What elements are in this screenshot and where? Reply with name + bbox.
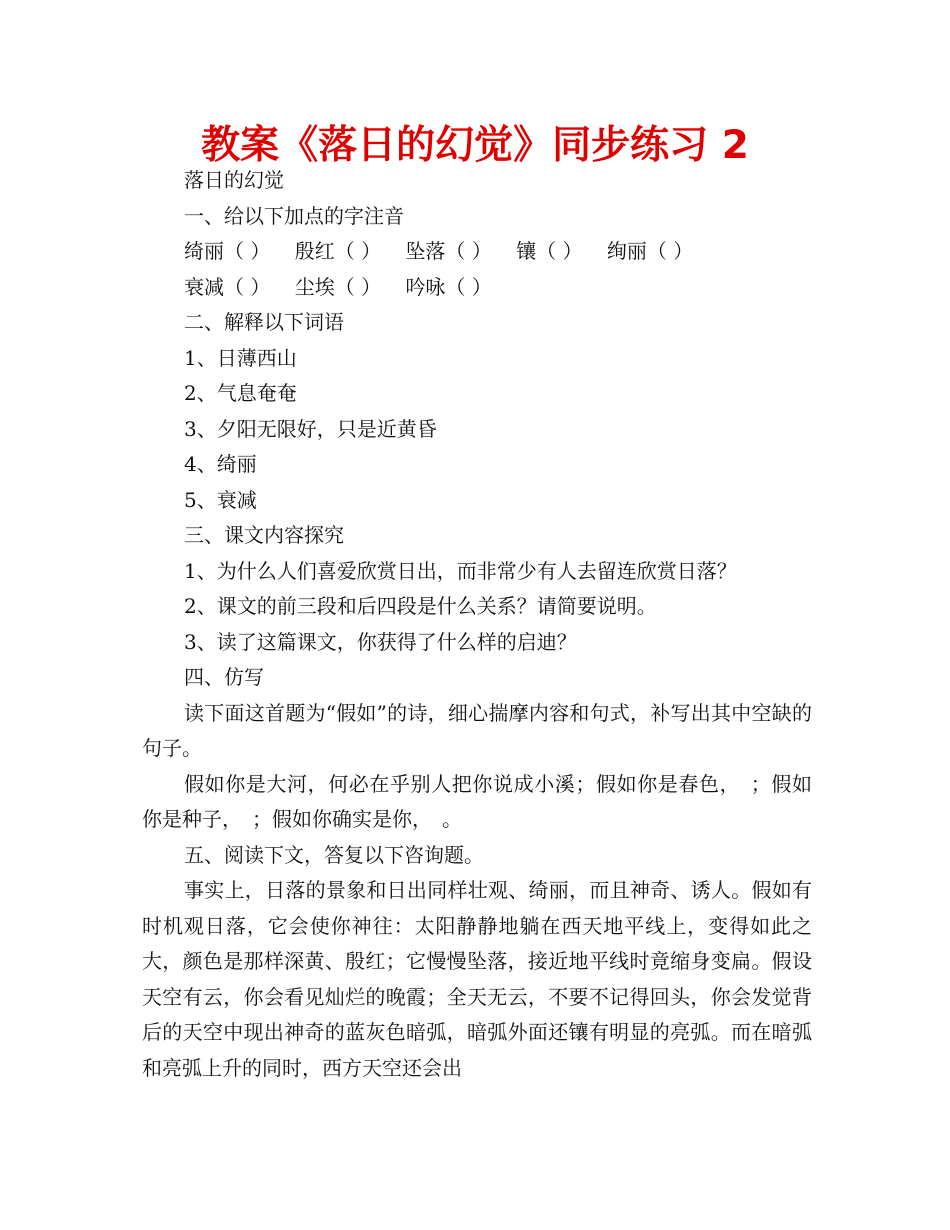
reading-passage: 事实上，日落的景象和日出同样壮观、绮丽，而且神奇、诱人。假如有时机观日落，它会使你神往：太阳静静地躺在西天地平线上，变得如此之大，颜色是那样深黄、殷红；它慢慢坠落，接近地平线时竟缩身变扁。假设天空有云，你会看见灿烂的晚霞；全天无云，不要不记得回头，你会发觉背后的天空中现出神奇的蓝灰色暗弧，暗弧外面还镶有明显的亮弧。而在暗弧和亮弧上升的同时，西方天空还会出 [142, 878, 812, 1080]
section4-heading: 四、仿写 [184, 665, 264, 689]
pinyin-item: 吟咏（ ） [405, 274, 492, 299]
section3-heading: 三、课文内容探究 [184, 523, 344, 547]
pinyin-item: 尘埃（ ） [294, 274, 382, 299]
document-title: 教案《落日的幻觉》同步练习 2 [201, 123, 749, 168]
question-item: 1、为什么人们喜爱欣赏日出，而非常少有人去留连欣赏日落？ [184, 558, 737, 583]
vocab-item: 2、气息奄奄 [184, 381, 297, 405]
question-item: 3、读了这篇课文，你获得了什么样的启迪？ [184, 629, 577, 654]
section2-heading: 二、解释以下词语 [184, 310, 344, 334]
section5-heading: 五、阅读下文，答复以下咨询题。 [184, 842, 484, 867]
question-item: 2、课文的前三段和后四段是什么关系？请简要说明。 [184, 594, 657, 618]
lesson-name: 落日的幻觉 [184, 168, 284, 192]
pinyin-row-2 [142, 270, 812, 306]
pinyin-item: 绮丽（ ） [184, 239, 271, 263]
vocab-item: 5、衰减 [184, 487, 257, 512]
vocab-item: 1、日薄西山 [184, 345, 297, 370]
pinyin-item: 镶（ ） [516, 239, 583, 263]
vocab-item: 3、夕阳无限好，只是近黄昏 [184, 416, 437, 441]
pinyin-row-1 [142, 234, 812, 270]
imitation-instructions: 读下面这首题为“假如”的诗，细心揣摩内容和句式，补写出其中空缺的句子。 [142, 700, 812, 760]
imitation-poem: 假如你是大河，何必在乎别人把你说成小溪；假如你是春色， ；假如你是种子， ；假如你确实是你， 。 [142, 771, 812, 831]
pinyin-item: 绚丽（ ） [606, 239, 694, 263]
vocab-item: 4、绮丽 [184, 452, 257, 476]
pinyin-item: 坠落（ ） [405, 239, 492, 263]
pinyin-item: 衰减（ ） [184, 274, 271, 299]
section1-heading: 一、给以下加点的字注音 [184, 203, 404, 228]
document-body [142, 163, 812, 1086]
pinyin-item: 殷红（ ） [294, 239, 382, 263]
